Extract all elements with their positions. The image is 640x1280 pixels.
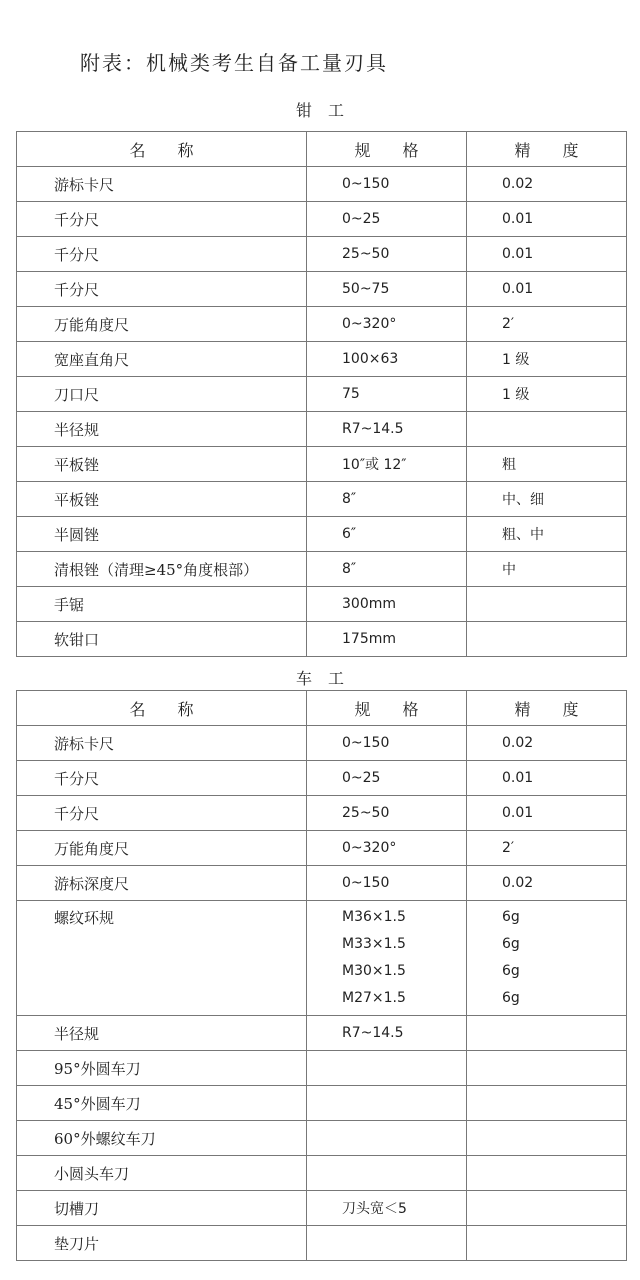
cell-spec: 6″ [307,517,467,552]
cell-spec [307,1121,467,1156]
cell-spec: 75 [307,377,467,412]
turner-section-title: 车 工 [295,669,344,688]
cell-name: 千分尺 [17,202,307,237]
table-row [17,1016,627,1051]
cell-precision [467,1191,627,1226]
column-header-spec: 规 格 [307,132,467,167]
cell-spec: M36×1.5 [342,909,406,925]
column-header-name: 名 称 [17,132,307,167]
cell-precision [467,412,627,447]
cell-name: 手锯 [17,587,307,622]
cell-precision: 0.01 [467,761,627,796]
cell-name: 刀口尺 [17,377,307,412]
cell-name: 万能角度尺 [17,831,307,866]
cell-name: 宽座直角尺 [17,342,307,377]
cell-precision: 0.02 [467,167,627,202]
table-row [17,1191,627,1226]
cell-name: 切槽刀 [17,1191,307,1226]
column-header-spec: 规 格 [307,691,467,726]
turner-table-body [17,726,627,901]
cell-spec: 8″ [307,482,467,517]
table-row [17,237,627,272]
cell-spec: 100×63 [307,342,467,377]
fitter-tools-table [16,131,627,657]
turner-tools-table [16,690,627,1261]
table-row [17,167,627,202]
cell-spec: R7~14.5 [307,412,467,447]
cell-precision [467,587,627,622]
table-row [17,517,627,552]
cell-precision: 0.01 [467,237,627,272]
cell-name: 千分尺 [17,237,307,272]
cell-spec: 0~150 [307,866,467,901]
cell-name: 千分尺 [17,761,307,796]
cell-name: 软钳口 [17,622,307,657]
cell-name: 游标卡尺 [17,167,307,202]
cell-spec: 300mm [307,587,467,622]
cell-spec: 8″ [307,552,467,587]
cell-precision: 6g [502,963,520,979]
cell-name: 游标深度尺 [17,866,307,901]
cell-name: 游标卡尺 [17,726,307,761]
cell-precision [467,622,627,657]
cell-precision [467,1016,627,1051]
table-row [17,831,627,866]
cell-spec: 0~25 [307,761,467,796]
cell-spec-list [307,901,467,1016]
cell-spec: 175mm [307,622,467,657]
cell-spec: 0~320° [307,831,467,866]
table-row [17,552,627,587]
cell-spec: 0~150 [307,726,467,761]
cell-precision: 0.01 [467,796,627,831]
table-row [17,202,627,237]
table-row [17,1121,627,1156]
cell-precision: 粗 [467,447,627,482]
table-row [17,482,627,517]
table-row-thread-gauge [17,901,627,1016]
table-row [17,587,627,622]
cell-precision: 中、细 [467,482,627,517]
table-row [17,726,627,761]
table-row [17,447,627,482]
cell-spec [307,1051,467,1086]
cell-name: 半径规 [17,1016,307,1051]
table-row [17,761,627,796]
cell-spec [307,1156,467,1191]
table-row [17,1051,627,1086]
cell-precision [467,1156,627,1191]
table-row [17,307,627,342]
cell-precision [467,1051,627,1086]
column-header-precision: 精 度 [467,691,627,726]
table-header-row [17,691,627,726]
cell-spec: M27×1.5 [342,990,406,1006]
cell-precision-list [467,901,627,1016]
cell-name: 万能角度尺 [17,307,307,342]
cell-spec: M30×1.5 [342,963,406,979]
cell-name: 60°外螺纹车刀 [17,1121,307,1156]
cell-spec: 50~75 [307,272,467,307]
cell-precision: 0.02 [467,866,627,901]
cell-spec: 0~320° [307,307,467,342]
fitter-table-body [17,167,627,657]
cell-precision: 1 级 [467,377,627,412]
cell-precision: 1 级 [467,342,627,377]
column-header-precision: 精 度 [467,132,627,167]
cell-spec: 25~50 [307,237,467,272]
cell-name: 平板锉 [17,447,307,482]
cell-name: 半径规 [17,412,307,447]
cell-name: 95°外圆车刀 [17,1051,307,1086]
cell-precision: 6g [502,936,520,952]
table-row [17,272,627,307]
turner-table-body-after [17,1016,627,1261]
cell-spec [307,1086,467,1121]
cell-precision: 2′ [467,307,627,342]
column-header-name: 名 称 [17,691,307,726]
cell-spec: 25~50 [307,796,467,831]
cell-precision [467,1086,627,1121]
cell-spec: 刀头宽＜5 [307,1191,467,1226]
cell-precision [467,1226,627,1261]
cell-name: 半圆锉 [17,517,307,552]
table-row [17,796,627,831]
cell-spec: R7~14.5 [307,1016,467,1051]
cell-precision: 6g [502,909,520,925]
cell-spec: 0~25 [307,202,467,237]
cell-spec: 0~150 [307,167,467,202]
cell-precision: 粗、中 [467,517,627,552]
table-row [17,377,627,412]
cell-name: 千分尺 [17,272,307,307]
cell-spec: M33×1.5 [342,936,406,952]
table-row [17,342,627,377]
cell-name: 螺纹环规 [17,901,307,1016]
document-title: 附表：机械类考生自备工量刃具 [80,51,388,75]
cell-precision [467,1121,627,1156]
cell-name: 千分尺 [17,796,307,831]
table-row [17,1086,627,1121]
cell-precision: 0.01 [467,272,627,307]
cell-name: 平板锉 [17,482,307,517]
cell-spec [307,1226,467,1261]
cell-name: 45°外圆车刀 [17,1086,307,1121]
fitter-section-title: 钳 工 [295,101,344,120]
cell-name: 清根锉（清理≥45°角度根部） [17,552,307,587]
table-row [17,866,627,901]
cell-name: 小圆头车刀 [17,1156,307,1191]
cell-precision: 0.01 [467,202,627,237]
table-row [17,1156,627,1191]
cell-precision: 0.02 [467,726,627,761]
table-row [17,412,627,447]
table-header-row [17,132,627,167]
cell-precision: 6g [502,990,520,1006]
table-row [17,1226,627,1261]
cell-precision: 中 [467,552,627,587]
cell-name: 垫刀片 [17,1226,307,1261]
cell-spec: 10″或 12″ [307,447,467,482]
cell-precision: 2′ [467,831,627,866]
table-row [17,622,627,657]
